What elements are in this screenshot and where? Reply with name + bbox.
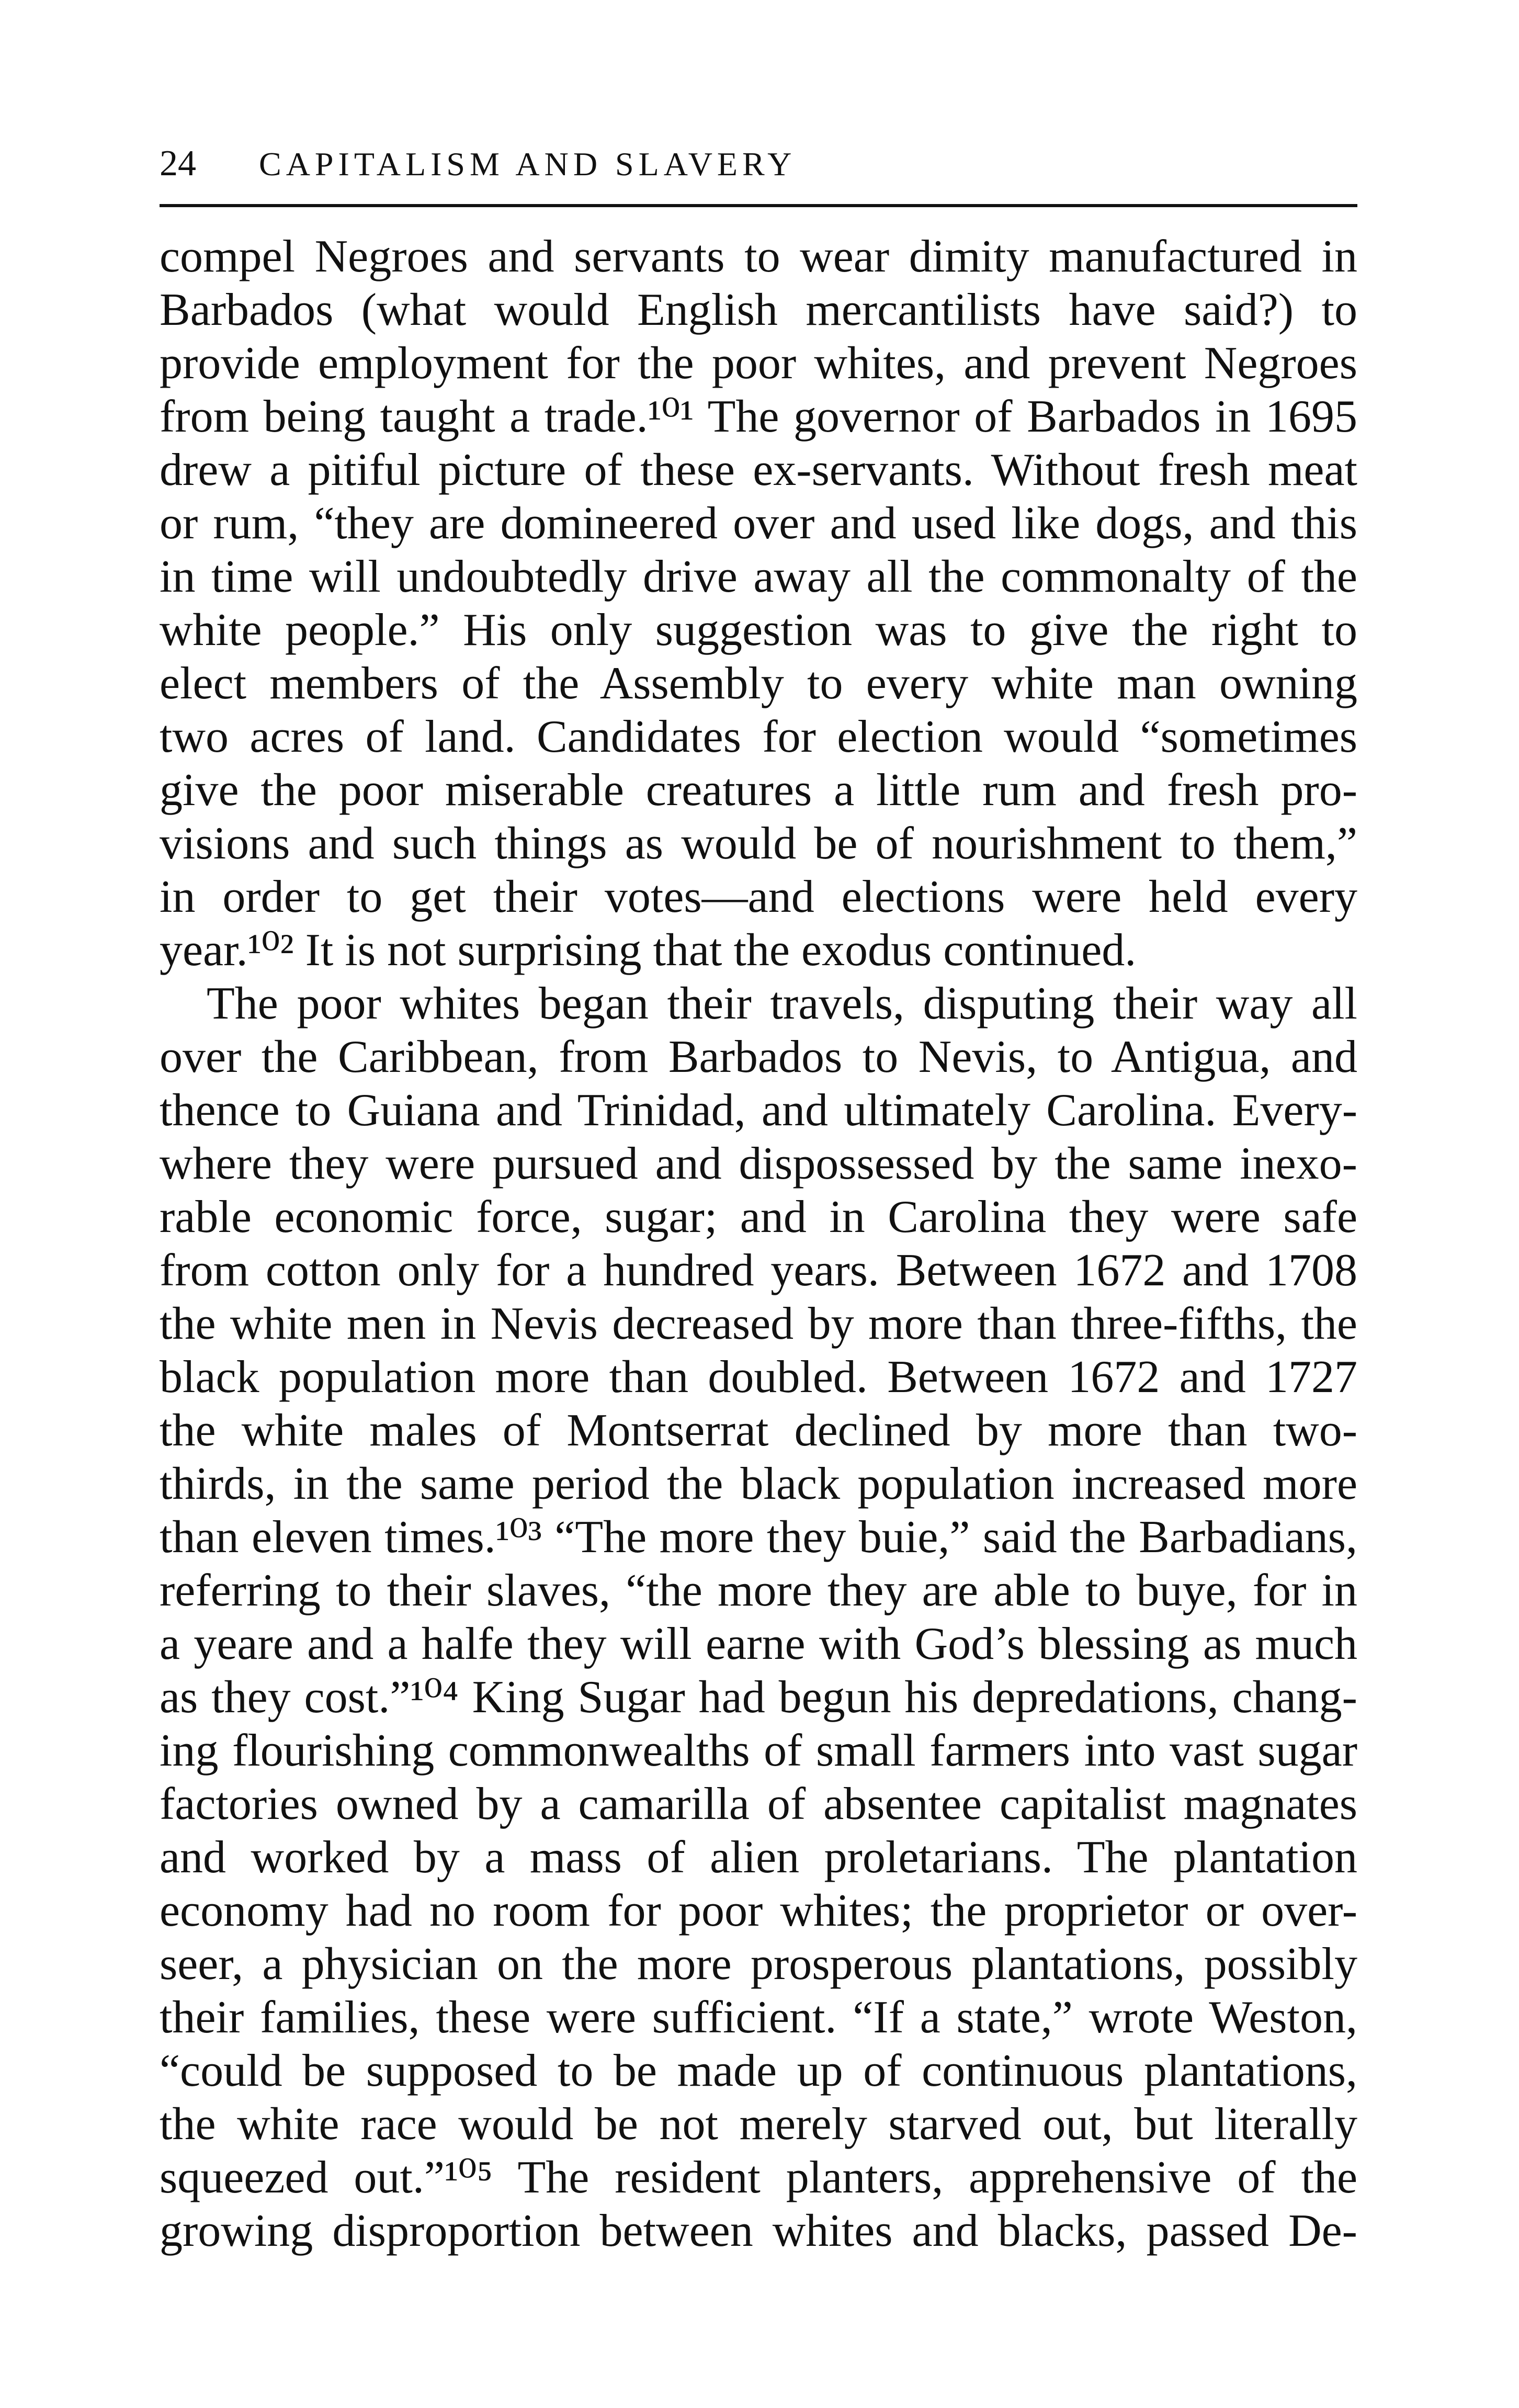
text-line: the white men in Nevis decreased by more than three-fifths, the — [160, 1298, 1357, 1349]
text-line: elect members of the Assembly to every white man owning — [160, 658, 1357, 709]
text-line: than eleven times.¹⁰³ “The more they buie,” said the Barbadians, — [160, 1512, 1357, 1563]
text-line: Barbados (what would English mercantilists have said?) to — [160, 285, 1357, 335]
body-text — [160, 230, 1357, 2258]
paragraph-start-line: The poor whites began their travels, disputing their way all — [207, 978, 1357, 1029]
text-line: in order to get their votes—and elections were held every — [160, 872, 1357, 922]
text-line: black population more than doubled. Between 1672 and 1727 — [160, 1352, 1357, 1403]
text-line: and worked by a mass of alien proletarians. The plantation — [160, 1832, 1357, 1883]
text-line: as they cost.”¹⁰⁴ King Sugar had begun his depredations, chang- — [160, 1672, 1357, 1723]
text-line: give the poor miserable creatures a little rum and fresh pro- — [160, 765, 1357, 816]
text-line: rable economic force, sugar; and in Carolina they were safe — [160, 1192, 1357, 1242]
text-line: thirds, in the same period the black population increased more — [160, 1459, 1357, 1509]
text-line: their families, these were sufficient. “If a state,” wrote Weston, — [160, 1992, 1357, 2043]
text-line: visions and such things as would be of nourishment to them,” — [160, 818, 1357, 869]
text-line: seer, a physician on the more prosperous plantations, possibly — [160, 1939, 1357, 1989]
text-line: “could be supposed to be made up of continuous plantations, — [160, 2045, 1357, 2096]
running-title: CAPITALISM AND SLAVERY — [259, 145, 797, 183]
text-line: referring to their slaves, “the more they are able to buye, for in — [160, 1565, 1357, 1616]
text-line: white people.” His only suggestion was to give the right to — [160, 605, 1357, 655]
header-rule — [160, 204, 1357, 207]
text-line: where they were pursued and dispossessed by the same inexo- — [160, 1138, 1357, 1189]
text-line: factories owned by a camarilla of absentee capitalist magnates — [160, 1779, 1357, 1829]
text-line: the white males of Montserrat declined by more than two- — [160, 1405, 1357, 1456]
text-line: drew a pitiful picture of these ex-servants. Without fresh meat — [160, 445, 1357, 495]
text-line: thence to Guiana and Trinidad, and ultimately Carolina. Every- — [160, 1085, 1357, 1136]
text-line: two acres of land. Candidates for election would “sometimes — [160, 711, 1357, 762]
text-line: year.¹⁰² It is not surprising that the exodus continued. — [160, 925, 1137, 976]
text-line: a yeare and a halfe they will earne with God’s blessing as much — [160, 1619, 1357, 1669]
text-line: in time will undoubtedly drive away all the commonalty of the — [160, 551, 1357, 602]
page-number: 24 — [160, 143, 196, 184]
text-line: ing flourishing commonwealths of small farmers into vast sugar — [160, 1725, 1357, 1776]
text-line: economy had no room for poor whites; the proprietor or over- — [160, 1885, 1357, 1936]
text-line: or rum, “they are domineered over and used like dogs, and this — [160, 498, 1357, 549]
text-line: growing disproportion between whites and blacks, passed De- — [160, 2206, 1357, 2256]
running-head — [160, 140, 1357, 187]
text-line: the white race would be not merely starved out, but literally — [160, 2099, 1357, 2150]
text-line: squeezed out.”¹⁰⁵ The resident planters, apprehensive of the — [160, 2152, 1357, 2203]
text-line: provide employment for the poor whites, and prevent Negroes — [160, 338, 1357, 389]
text-line: from being taught a trade.¹⁰¹ The governor of Barbados in 1695 — [160, 391, 1357, 442]
text-line: compel Negroes and servants to wear dimity manufactured in — [160, 231, 1357, 282]
text-line: from cotton only for a hundred years. Between 1672 and 1708 — [160, 1245, 1357, 1296]
text-line: over the Caribbean, from Barbados to Nevis, to Antigua, and — [160, 1032, 1357, 1082]
